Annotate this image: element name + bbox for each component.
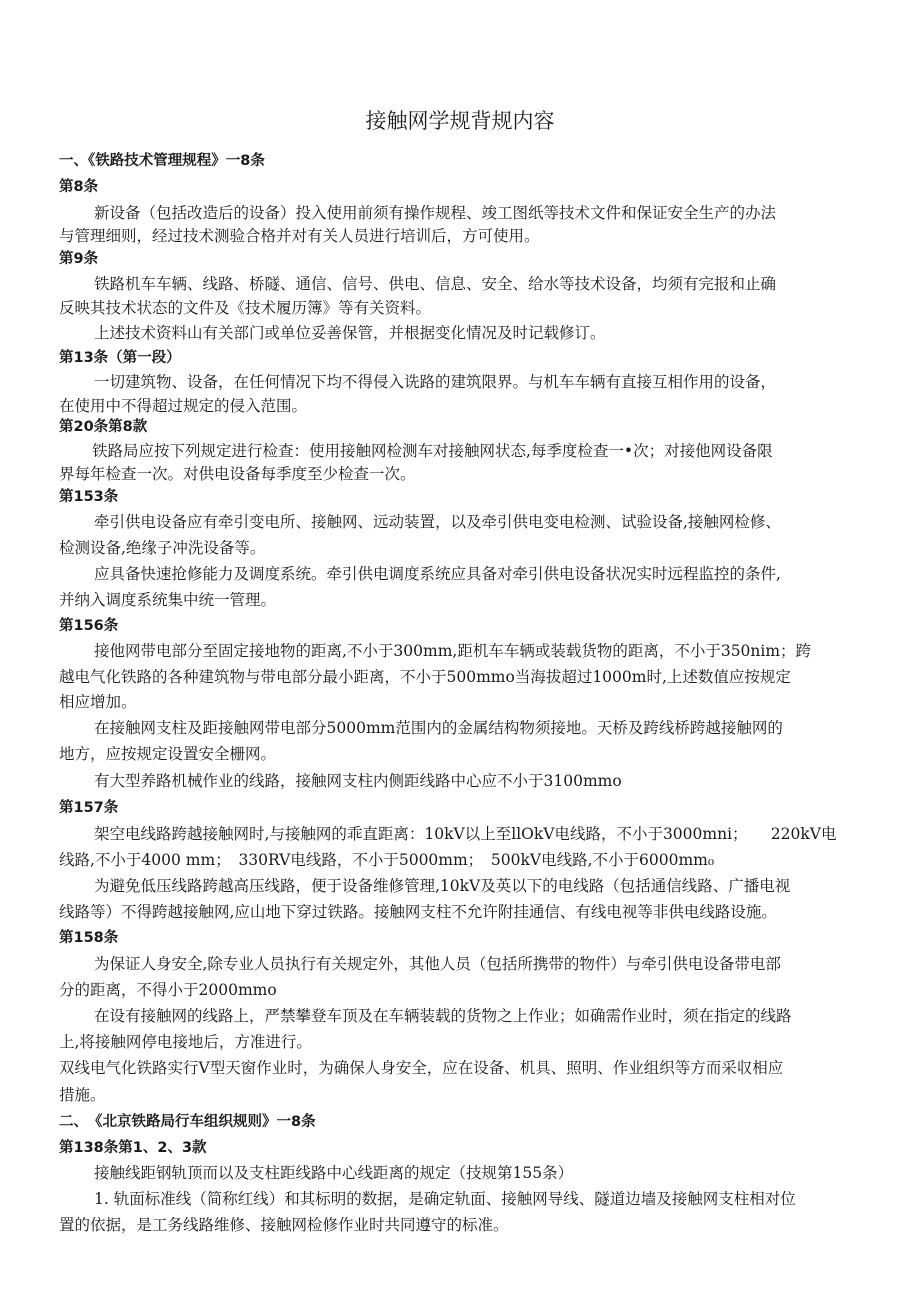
article-heading: 第158条: [59, 930, 119, 946]
paragraph-line: 铁路局应按下列规定进行检查：使用接触网检测车对接触网状态,每季度检查一•次；对接他网设备限: [92, 442, 773, 460]
paragraph-line: 分的距离，不得小于2000mmo: [59, 981, 277, 999]
paragraph-line: 线路等）不得跨越接触网,应山地下穿过铁路。接触网支柱不允许附挂通信、有线电视等非供电线路设施。: [59, 903, 777, 921]
paragraph-line: 接他网带电部分至固定接地物的距离,不小于300mm,距机车车辆或装载货物的距离，不小于350nim；跨: [94, 642, 812, 660]
paragraph-line: 一切建筑物、设备，在任何情况下均不得侵入诜路的建筑限界。与机车车辆有直接互相作用的设备，: [94, 373, 777, 391]
paragraph-line: 牵引供电设备应有牵引变电所、接触网、远动装置，以及牵引供电变电检测、试验设备,接触网检修、: [94, 513, 781, 531]
paragraph-line: 接触线距钢轨顶而以及支柱距线路中心线距离的规定（技规第155条）: [94, 1164, 574, 1182]
paragraph-line: 为保证人身安全,除专业人员执行有关规定外，其他人员（包括所携带的物件）与牵引供电设备带电部: [94, 955, 781, 973]
paragraph-line: 在接触网支柱及距接触网带电部分5000mm范围内的金属结构物须接地。天桥及跨线桥跨越接触网的: [94, 719, 783, 737]
paragraph-line: 与管理细则，经过技术测验合格并对有关人员进行培训后，方可使用。: [59, 227, 540, 245]
paragraph-line: 有大型养路机械作业的线路，接触网支柱内侧距线路中心应不小于3100mmo: [94, 772, 622, 790]
paragraph-line: 应具备快速抢修能力及调度系统。牵引供电调度系统应具备对牵引供电设备状况实时远程监控的条件,: [94, 565, 781, 583]
article-heading: 第153条: [59, 489, 119, 505]
paragraph-line: 措施。: [59, 1086, 106, 1104]
paragraph-line: 越电气化铁路的各种建筑物与带电部分最小距离，不小于500mmo当海拔超过1000m时,上述数值应按规定: [59, 668, 791, 686]
article-heading: 第156条: [59, 618, 119, 634]
paragraph-line: 检测设备,绝缘子冲洗设备等。: [59, 539, 266, 557]
paragraph-line: 并纳入调度系统集中统一管理。: [59, 591, 277, 609]
paragraph-line: 相应增加。: [59, 693, 137, 711]
paragraph-line: 新设备（包括改造后的设备）投入使用前须有操作规程、竣工图纸等技术文件和保证安全生产的办法: [94, 204, 777, 222]
paragraph-line: 线路,不小于4000 mm； 330RV电线路，不小于5000mm； 500kV电线路,不小于6000mm₀: [59, 851, 715, 869]
article-heading: 第20条第8款: [59, 419, 148, 435]
article-heading: 第157条: [59, 800, 119, 816]
paragraph-line: 界每年检查一次。对供电设备每季度至少检查一次。: [59, 465, 416, 483]
article-heading: 第138条第1、2、3款: [59, 1140, 207, 1156]
section-heading: 二、 《北京铁路局行车组织规则》一8条: [59, 1114, 316, 1130]
paragraph-line: 为避免低压线路跨越高压线路，便于设备维修管理,10kV及英以下的电线路（包括通信线路、广播电视: [94, 877, 791, 895]
paragraph-line: 在设有接触网的线路上，严禁攀登车顶及在车辆装载的货物之上作业；如确需作业时，须在指定的线路: [94, 1007, 792, 1025]
paragraph-line: 反映其技术状态的文件及《技术履历簿》等有关资料。: [59, 299, 432, 317]
paragraph-line: 置的依据，是工务线路维修、接触网检修作业时共同遵守的标准。: [59, 1216, 509, 1234]
paragraph-line: 上,将接触网停电接地后，方准进行。: [59, 1033, 312, 1051]
paragraph-line: 地方，应按规定设置安全栅网。: [59, 745, 277, 763]
paragraph-line: 上述技术资料山有关部门或单位妥善保管，并根据变化情况及时记载修订。: [94, 324, 606, 342]
article-heading: 第9条: [59, 251, 99, 267]
article-heading: 第8条: [59, 179, 99, 195]
paragraph-line: 铁路机车车辆、线路、桥隧、通信、信号、供电、信息、安全、给水等技术设备，均须有完报和止确: [94, 275, 777, 293]
document-title: 接触网学规背规内容: [365, 109, 555, 133]
section-heading: 一、《铁路技术管理规程》一8条: [59, 153, 265, 169]
paragraph-line: 架空电线路跨越接触网时,与接触网的乖直距离：10kV以上至llOkV电线路，不小于3000mni； 220kV电: [94, 825, 837, 843]
paragraph-line: 在使用中不得超过规定的侵入范围。: [59, 397, 308, 415]
paragraph-line: 1. 轨面标准线（简称红线）和其标明的数据，是确定轨面、接触网导线、隧道边墙及接触网支柱相对位: [94, 1190, 796, 1208]
article-heading: 第13条（第一段）: [59, 350, 181, 366]
paragraph-line: 双线电气化铁路实行V型天窗作业时，为确保人身安全，应在设备、机具、照明、作业组织等方而采収相应: [59, 1059, 784, 1077]
